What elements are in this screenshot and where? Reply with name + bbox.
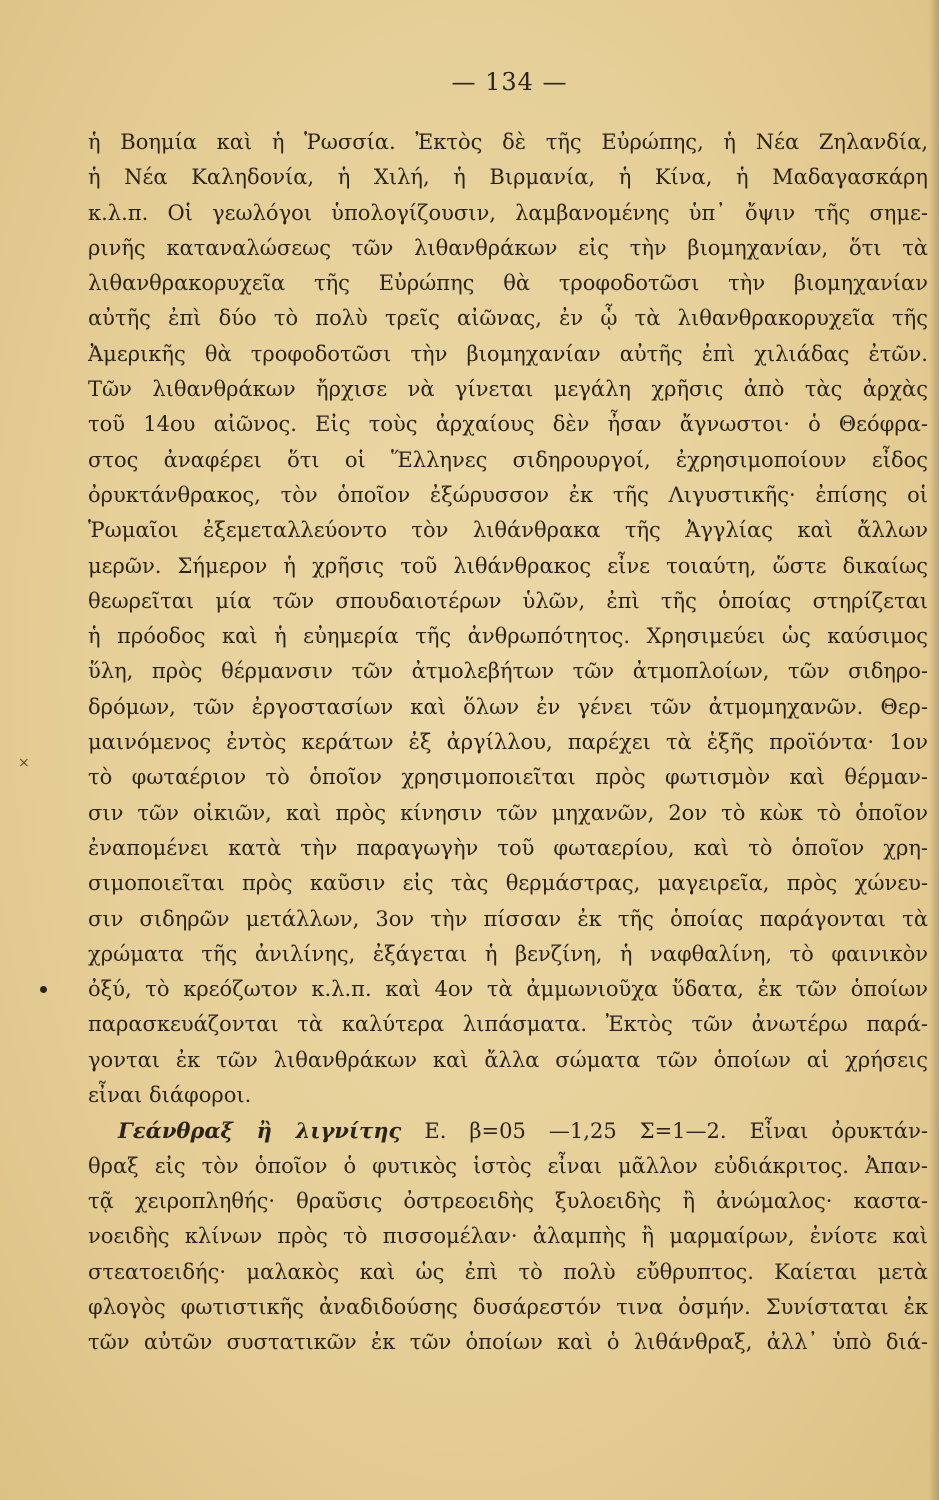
- text-line: μαινόμενος ἐντὸς κεράτων ἐξ ἀργίλλου, παρέχει τὰ ἑξῆς προϊόντα· 1ον: [88, 730, 928, 755]
- text-line: αὐτῆς ἐπὶ δύο τὸ πολὺ τρεῖς αἰῶνας, ἐν ᾧ τὰ λιθανθρακορυχεῖα τῆς: [88, 306, 928, 331]
- text-line: ἡ πρόοδος καὶ ἡ εὐημερία τῆς ἀνθρωπότητος. Χρησιμεύει ὡς καύσιμος: [88, 624, 928, 649]
- page-edge-shadow: [929, 0, 939, 1500]
- text-line: σιμοποιεῖται πρὸς καῦσιν εἰς τὰς θερμάστρας, μαγειρεῖα, πρὸς χώνευ-: [88, 871, 928, 896]
- text-line: τὸ φωταέριον τὸ ὁποῖον χρησιμοποιεῖται πρὸς φωτισμὸν καὶ θέρμαν-: [88, 765, 928, 790]
- text-line: ἡ Βοημία καὶ ἡ Ῥωσσία. Ἐκτὸς δὲ τῆς Εὐρώπης, ἡ Νέα Ζηλανδία,: [88, 130, 928, 154]
- text-line: στος ἀναφέρει ὅτι οἱ Ἕλληνες σιδηρουργοί, ἐχρησιμοποίουν εἶδος: [88, 447, 928, 472]
- text-line: δρόμων, τῶν ἐργοστασίων καὶ ὅλων ἐν γένει τῶν ἀτμομηχανῶν. Θερ-: [88, 694, 928, 719]
- text-line: γονται ἐκ τῶν λιθανθράκων καὶ ἄλλα σώματα τῶν ὁποίων αἱ χρήσεις: [88, 1047, 928, 1072]
- text-line: λιθανθρακορυχεῖα τῆς Εὐρώπης θὰ τροφοδοτῶσι τὴν βιομηχανίαν: [88, 271, 928, 296]
- text-line: ἡ Νέα Καληδονία, ἡ Χιλή, ἡ Βιρμανία, ἡ Κίνα, ἡ Μαδαγασκάρη: [88, 165, 928, 190]
- text-line: σιν τῶν οἰκιῶν, καὶ πρὸς κίνησιν τῶν μηχανῶν, 2ον τὸ κὼκ τὸ ὁποῖον: [88, 800, 928, 825]
- text-line: ρινῆς καταναλώσεως τῶν λιθανθράκων εἰς τὴν βιομηχανίαν, ὅτι τὰ: [88, 235, 928, 260]
- text-line: Τῶν λιθανθράκων ἤρχισε νὰ γίνεται μεγάλη χρῆσις ἀπὸ τὰς ἀρχὰς: [88, 377, 928, 402]
- text-line: τᾷ χειροπληθής· θραῦσις ὀστρεοειδὴς ξυλοειδὴς ἢ ἀνώμαλος· καστα-: [88, 1188, 928, 1213]
- text-line: φλογὸς φωτιστικῆς ἀναδιδούσης δυσάρεστόν τινα ὀσμήν. Συνίσταται ἐκ: [88, 1294, 928, 1319]
- text-line: τῶν αὐτῶν συστατικῶν ἐκ τῶν ὁποίων καὶ ὁ λιθάνθραξ, ἀλλ᾽ ὑπὸ διά-: [88, 1330, 928, 1355]
- text-line: κ.λ.π. Οἱ γεωλόγοι ὑπολογίζουσιν, λαμβανομένης ὑπ᾽ ὄψιν τῆς σημε-: [88, 200, 928, 225]
- margin-dot: [40, 986, 47, 993]
- text-line: θραξ εἰς τὸν ὁποῖον ὁ φυτικὸς ἱστὸς εἶναι μᾶλλον εὐδιάκριτος. Ἀπαν-: [88, 1153, 928, 1178]
- text-line: εἶναι διάφοροι.: [88, 1083, 252, 1108]
- text-line: ὀξύ, τὸ κρεόζωτον κ.λ.π. καὶ 4ον τὰ ἀμμωνιοῦχα ὕδατα, ἐκ τῶν ὁποίων: [88, 977, 928, 1002]
- heading-line-rest: Ε. β=05 —1,25 Σ=1—2. Εἶναι ὀρυκτάν-: [424, 1119, 928, 1144]
- paragraph-heading-line: [88, 1113, 928, 1148]
- text-line: Ἀμερικῆς θὰ τροφοδοτῶσι τὴν βιομηχανίαν αὐτῆς ἐπὶ χιλιάδας ἐτῶν.: [88, 341, 928, 366]
- text-line: Ῥωμαῖοι ἐξεμεταλλεύοντο τὸν λιθάνθρακα τῆς Ἀγγλίας καὶ ἄλλων: [88, 518, 928, 543]
- margin-mark: ×: [18, 755, 30, 771]
- text-line: ἐναπομένει κατὰ τὴν παραγωγὴν τοῦ φωταερίου, καὶ τὸ ὁποῖον χρη-: [88, 835, 928, 860]
- text-line: παρασκευάζονται τὰ καλύτερα λιπάσματα. Ἐκτὸς τῶν ἀνωτέρω παρά-: [88, 1012, 928, 1037]
- text-line: στεατοειδής· μαλακὸς καὶ ὡς ἐπὶ τὸ πολὺ εὔθρυπτος. Καίεται μετὰ: [88, 1259, 928, 1284]
- text-line: ὕλη, πρὸς θέρμανσιν τῶν ἀτμολεβήτων τῶν ἀτμοπλοίων, τῶν σιδηρο-: [88, 659, 928, 684]
- text-line: σιν σιδηρῶν μετάλλων, 3ον τὴν πίσσαν ἐκ τῆς ὁποίας παράγονται τὰ: [88, 906, 928, 931]
- body-text: [88, 125, 928, 1360]
- mineral-term: Γεάνθραξ ἢ λιγνίτης: [118, 1118, 402, 1144]
- text-line: μερῶν. Σήμερον ἡ χρῆσις τοῦ λιθάνθρακος εἶνε τοιαύτη, ὥστε δικαίως: [88, 553, 928, 578]
- text-line: θεωρεῖται μία τῶν σπουδαιοτέρων ὑλῶν, ἐπὶ τῆς ὁποίας στηρίζεται: [88, 588, 928, 613]
- text-line: ὀρυκτάνθρακος, τὸν ὁποῖον ἐξώρυσσον ἐκ τῆς Λιγυστικῆς· ἐπίσης οἱ: [88, 482, 928, 507]
- text-line: χρώματα τῆς ἀνιλίνης, ἐξάγεται ἡ βενζίνη, ἡ ναφθαλίνη, τὸ φαινικὸν: [88, 941, 928, 966]
- page-number: — 134 —: [451, 68, 568, 96]
- text-line: νοειδὴς κλίνων πρὸς τὸ πισσομέλαν· ἀλαμπὴς ἢ μαρμαίρων, ἐνίοτε καὶ: [88, 1224, 928, 1249]
- text-line: τοῦ 14ου αἰῶνος. Εἰς τοὺς ἀρχαίους δὲν ἦσαν ἄγνωστοι· ὁ Θεόφρα-: [88, 412, 928, 437]
